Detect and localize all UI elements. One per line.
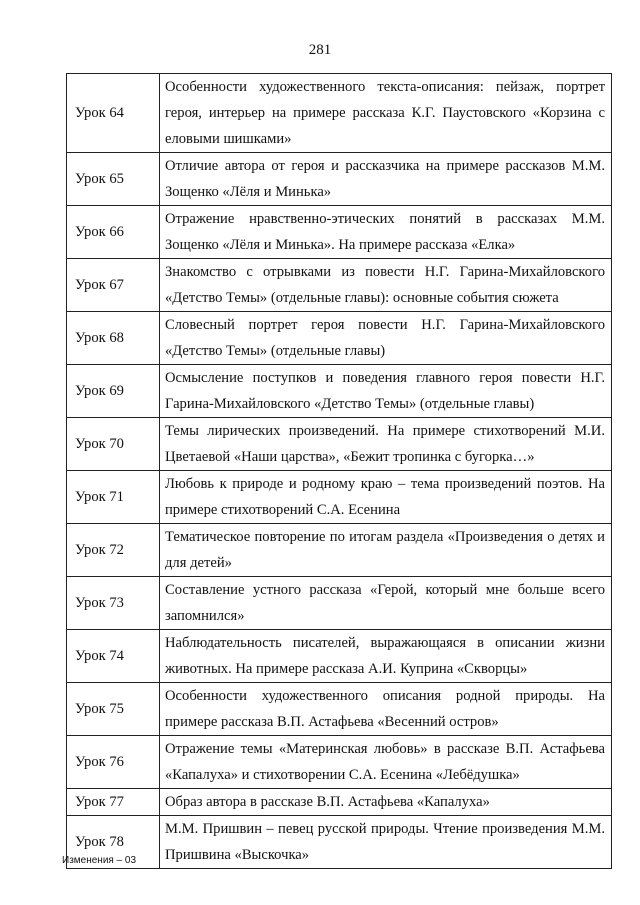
lesson-description: Тематическое повторение по итогам раздела «Произведения о детях и для детей» bbox=[160, 524, 612, 577]
lesson-description: Наблюдательность писателей, выражающаяся в описании жизни животных. На примере рассказа А.И. Куприна «Скворцы» bbox=[160, 630, 612, 683]
revision-note: Изменения – 03 bbox=[62, 855, 137, 866]
lesson-description: Особенности художественного описания родной природы. На примере рассказа В.П. Астафьева «Весенний остров» bbox=[160, 683, 612, 736]
lesson-description: Темы лирических произведений. На примере стихотворений М.И. Цветаевой «Наши царства», «Бежит тропинка с бугорка…» bbox=[160, 418, 612, 471]
lesson-description: Образ автора в рассказе В.П. Астафьева «Капалуха» bbox=[160, 789, 612, 816]
lesson-label: Урок 65 bbox=[67, 153, 160, 206]
lesson-description: Осмысление поступков и поведения главного героя повести Н.Г. Гарина-Михайловского «Детство Темы» (отдельные главы) bbox=[160, 365, 612, 418]
lesson-label: Урок 67 bbox=[67, 259, 160, 312]
lesson-label: Урок 70 bbox=[67, 418, 160, 471]
table-row bbox=[67, 74, 612, 153]
table-row bbox=[67, 789, 612, 816]
table-row bbox=[67, 153, 612, 206]
lesson-description: Отличие автора от героя и рассказчика на примере рассказов М.М. Зощенко «Лёля и Минька» bbox=[160, 153, 612, 206]
lesson-label: Урок 66 bbox=[67, 206, 160, 259]
lesson-description: Составление устного рассказа «Герой, который мне больше всего запомнился» bbox=[160, 577, 612, 630]
lesson-label: Урок 75 bbox=[67, 683, 160, 736]
lesson-label: Урок 69 bbox=[67, 365, 160, 418]
lesson-description: Словесный портрет героя повести Н.Г. Гарина-Михайловского «Детство Темы» (отдельные главы) bbox=[160, 312, 612, 365]
lesson-label: Урок 76 bbox=[67, 736, 160, 789]
table-row bbox=[67, 471, 612, 524]
lesson-label: Урок 71 bbox=[67, 471, 160, 524]
lesson-label: Урок 64 bbox=[67, 74, 160, 153]
lesson-label: Урок 78 bbox=[67, 816, 160, 869]
lessons-table bbox=[66, 73, 612, 869]
lesson-label: Урок 72 bbox=[67, 524, 160, 577]
table-row bbox=[67, 206, 612, 259]
lesson-description: Особенности художественного текста-описания: пейзаж, портрет героя, интерьер на примере рассказа К.Г. Паустовского «Корзина с еловыми шишками» bbox=[160, 74, 612, 153]
table-row bbox=[67, 365, 612, 418]
table-row bbox=[67, 736, 612, 789]
table-row bbox=[67, 312, 612, 365]
page-number: 281 bbox=[308, 42, 332, 58]
lesson-label: Урок 74 bbox=[67, 630, 160, 683]
lesson-label: Урок 73 bbox=[67, 577, 160, 630]
lesson-description: Знакомство с отрывками из повести Н.Г. Гарина-Михайловского «Детство Темы» (отдельные главы): основные события сюжета bbox=[160, 259, 612, 312]
lesson-description: Любовь к природе и родному краю – тема произведений поэтов. На примере стихотворений С.А. Есенина bbox=[160, 471, 612, 524]
lesson-label: Урок 68 bbox=[67, 312, 160, 365]
table-row bbox=[67, 683, 612, 736]
lesson-description: Отражение нравственно-этических понятий в рассказах М.М. Зощенко «Лёля и Минька». На примере рассказа «Елка» bbox=[160, 206, 612, 259]
table-row bbox=[67, 816, 612, 869]
table-row bbox=[67, 524, 612, 577]
table-row bbox=[67, 259, 612, 312]
lesson-label: Урок 77 bbox=[67, 789, 160, 816]
table-row bbox=[67, 577, 612, 630]
table-row bbox=[67, 630, 612, 683]
lesson-description: М.М. Пришвин – певец русской природы. Чтение произведения М.М. Пришвина «Выскочка» bbox=[160, 816, 612, 869]
lesson-description: Отражение темы «Материнская любовь» в рассказе В.П. Астафьева «Капалуха» и стихотворении С.А. Есенина «Лебёдушка» bbox=[160, 736, 612, 789]
table-row bbox=[67, 418, 612, 471]
